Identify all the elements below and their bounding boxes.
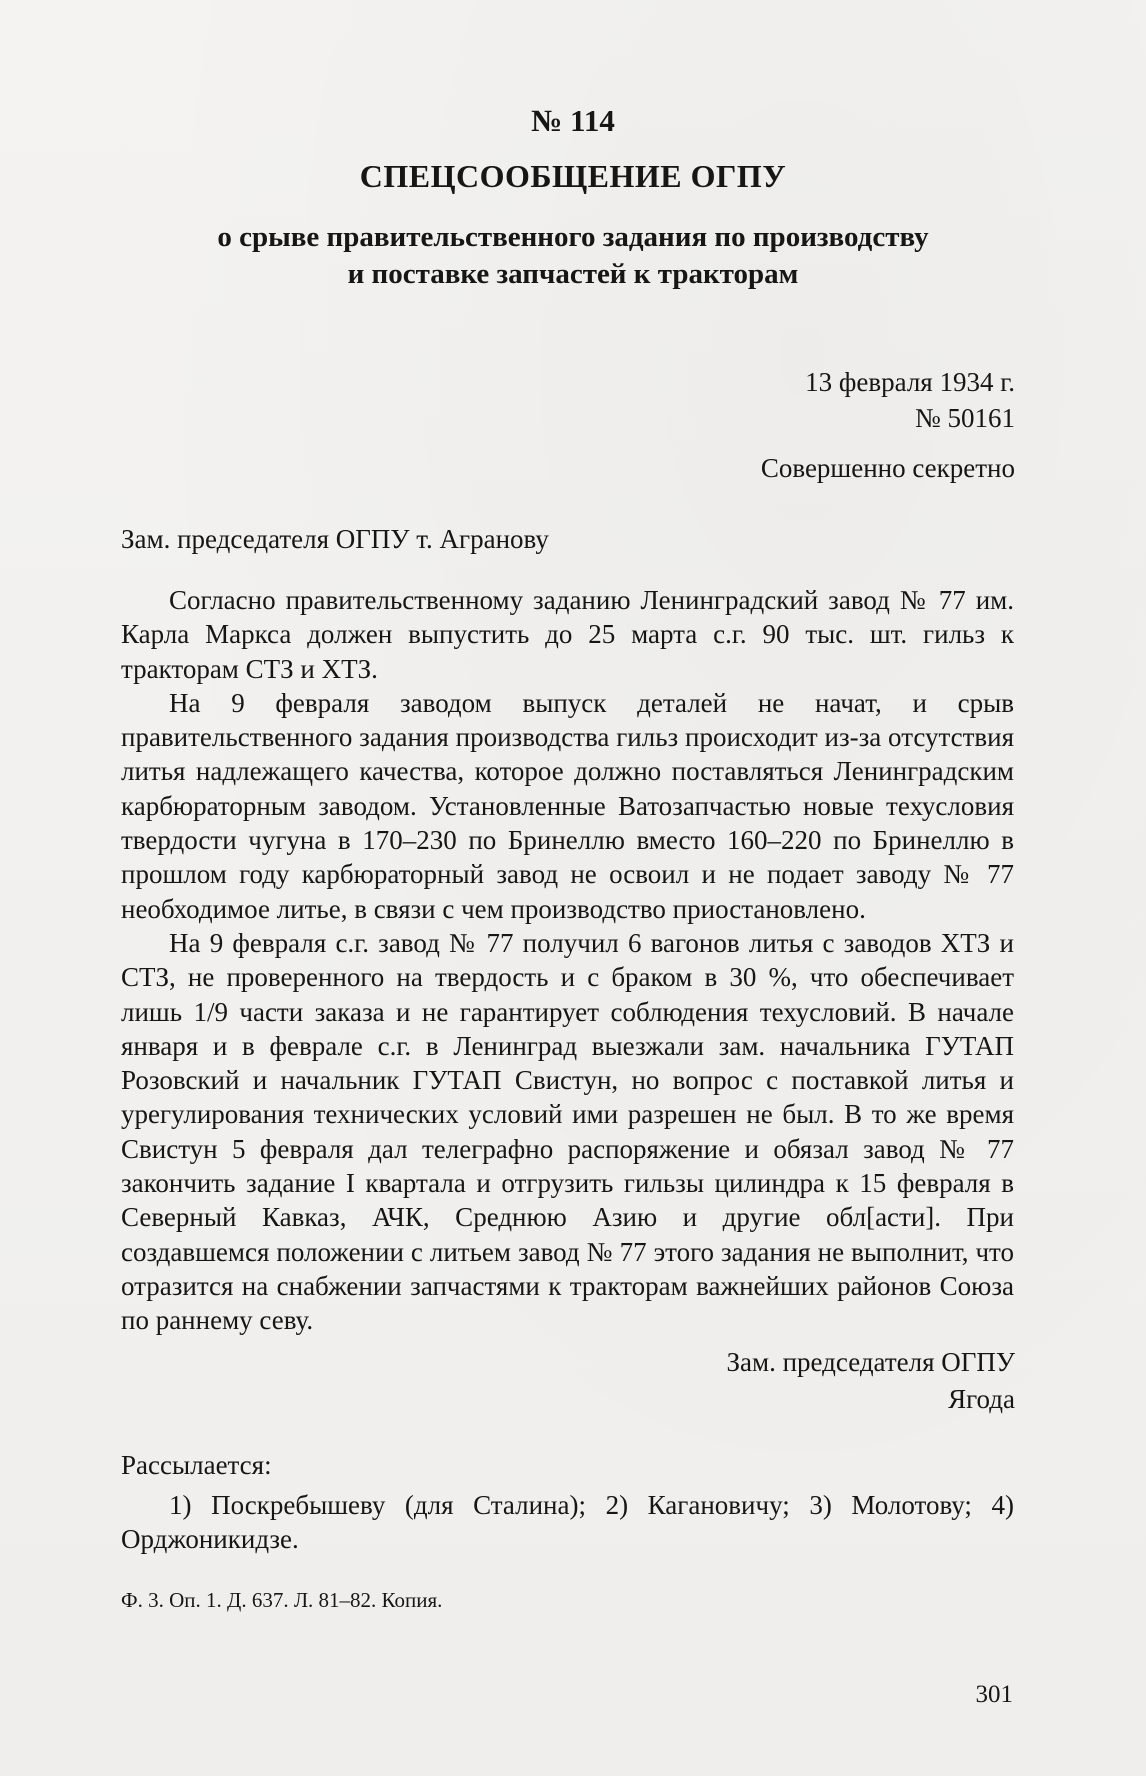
body-paragraph: На 9 февраля заводом выпуск деталей не начат, и срыв правительственного задания производства гильз происходит из-за отсутствия литья надлежащего качества, которое должно поставляться Ленинградским карбюраторным заводом. Установленные Ватозапчастью новые техусловия твердости чугуна в 170–230 по Бринеллю вместо 160–220 по Бринеллю в прошлом году карбюраторный завод не освоил и не подает заводу № 77 необходимое литье, в связи с чем производство приостановлено. [121,687,1014,924]
addressee: Зам. председателя ОГПУ т. Агранову [121,524,549,554]
signature-name: Ягода [948,1384,1015,1414]
distribution-list [121,1488,1014,1557]
registration-number: № 50161 [914,403,1015,433]
page-number: 301 [975,1681,1013,1708]
document-date: 13 февраля 1934 г. [805,367,1015,397]
body-paragraph: На 9 февраля с.г. завод № 77 получил 6 вагонов литья с заводов ХТЗ и СТЗ, не проверенного на твердость и с браком в 30 %, что обеспечивает лишь 1/9 части заказа и не гарантирует соблюдения техусловий. В начале января и в феврале с.г. в Ленинград выезжали зам. начальника ГУТАП Розовский и начальник ГУТАП Свистун, но вопрос с поставкой литья и урегулирования технических условий ими разрешен не был. В то же время Свистун 5 февраля дал телеграфно распоряжение и обязал завод № 77 закончить задание I квартала и отгрузить гильзы цилиндра к 15 февраля в Северный Кавказ, АЧК, Среднюю Азию и другие обл[асти]. При создавшемся положении с литьем завод № 77 этого задания не выполнит, что отразится на снабжении запчастями к тракторам важнейших районов Союза по раннему севу. [121,927,1014,1336]
secrecy-stamp: Совершенно секретно [760,453,1015,483]
document-subtitle-line-1: о срыве правительственного задания по производству [217,221,929,253]
document-title: СПЕЦСООБЩЕНИЕ ОГПУ [359,158,787,194]
body-text [121,583,1014,1338]
distribution-label: Рассылается: [121,1450,272,1480]
document-subtitle-line-2: и поставке запчастей к тракторам [347,258,799,290]
distribution-list-text: 1) Поскребышеву (для Сталина); 2) Кагановичу; 3) Молотову; 4) Орджоникидзе. [121,1490,1014,1555]
signature-title: Зам. председателя ОГПУ [726,1347,1015,1377]
archive-reference: Ф. 3. Оп. 1. Д. 637. Л. 81–82. Копия. [121,1588,443,1612]
body-paragraph: Согласно правительственному заданию Ленинградский завод № 77 им. Карла Маркса должен выпустить до 25 марта с.г. 90 тыс. шт. гильз к тракторам СТЗ и ХТЗ. [121,585,1014,684]
document-number: № 114 [531,103,615,138]
